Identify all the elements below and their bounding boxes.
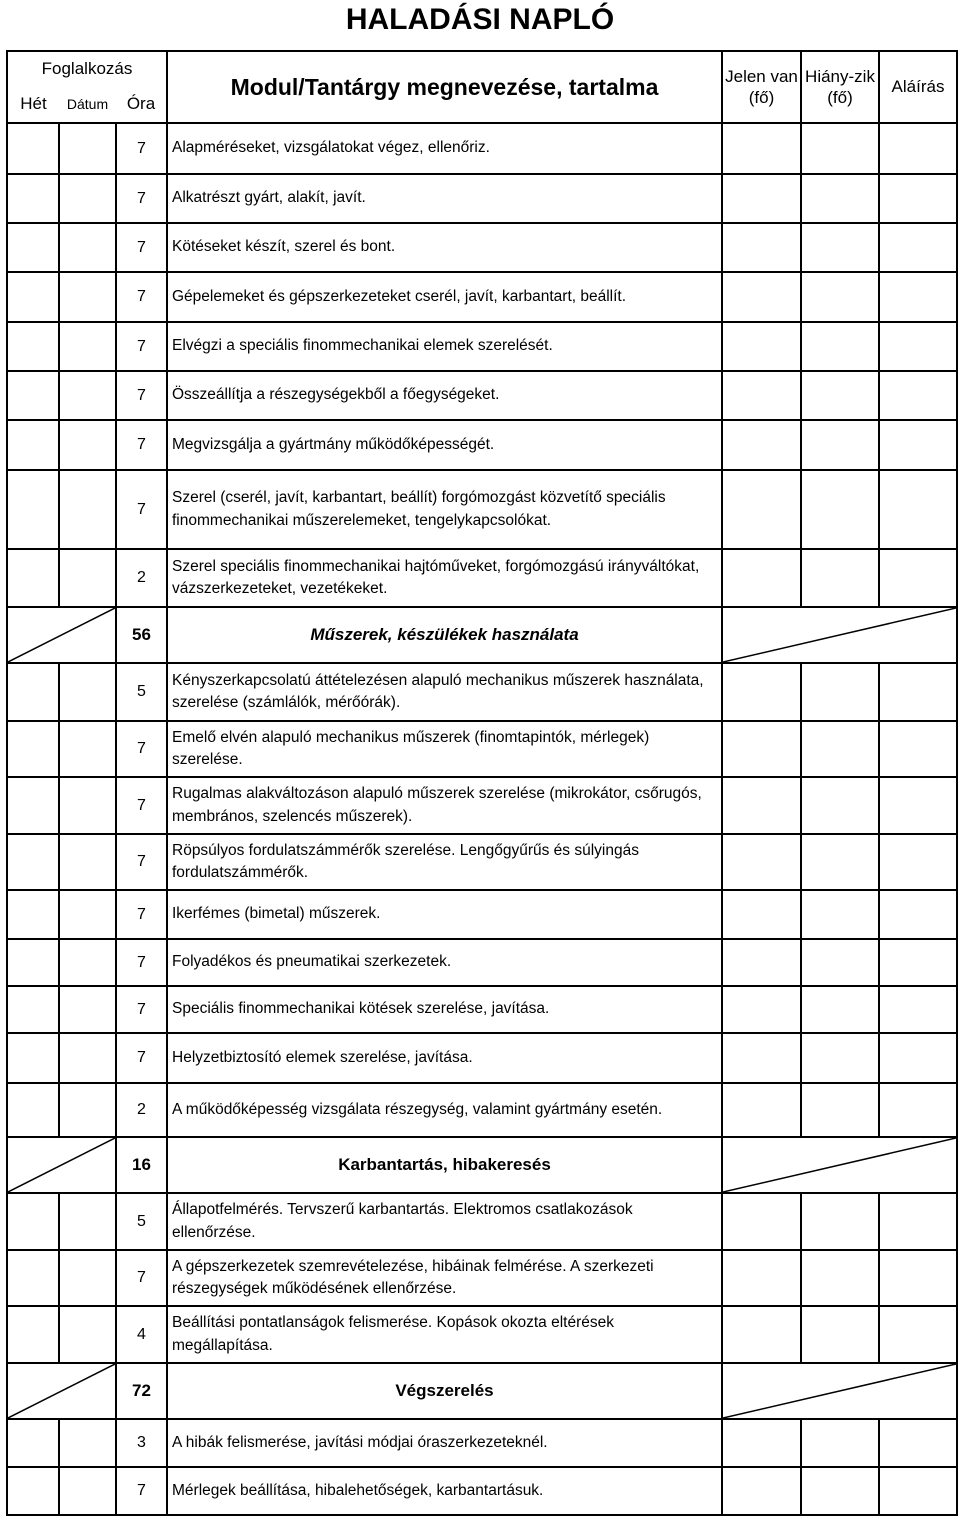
hours-cell: 7	[116, 470, 167, 549]
table-row	[7, 1419, 957, 1467]
het-cell	[7, 420, 59, 470]
section-row	[7, 1137, 957, 1193]
progress-log-table	[6, 50, 958, 1516]
content-cell: A működőképesség vizsgálata részegység, valamint gyártmány esetén.	[167, 1083, 722, 1137]
section-diagonal-left	[7, 1137, 116, 1193]
datum-cell	[59, 1250, 116, 1306]
table-row	[7, 272, 957, 322]
het-cell	[7, 1306, 59, 1363]
het-cell	[7, 663, 59, 721]
hours-cell: 7	[116, 721, 167, 777]
table-row	[7, 549, 957, 607]
alairas-cell	[879, 549, 957, 607]
datum-cell	[59, 1033, 116, 1083]
alairas-cell	[879, 939, 957, 986]
alairas-cell	[879, 322, 957, 371]
datum-cell	[59, 123, 116, 174]
section-row	[7, 1363, 957, 1419]
header-datum: Dátum	[59, 85, 116, 123]
hours-cell: 3	[116, 1419, 167, 1467]
alairas-cell	[879, 420, 957, 470]
hiany-cell	[801, 1419, 879, 1467]
hiany-cell	[801, 986, 879, 1033]
jelen-cell	[722, 272, 801, 322]
jelen-cell	[722, 663, 801, 721]
het-cell	[7, 549, 59, 607]
datum-cell	[59, 939, 116, 986]
jelen-cell	[722, 1193, 801, 1250]
hours-cell: 7	[116, 939, 167, 986]
datum-cell	[59, 1306, 116, 1363]
content-cell: A hibák felismerése, javítási módjai óraszerkezeteknél.	[167, 1419, 722, 1467]
header-jelen-line1: Jelen van	[725, 66, 798, 86]
content-cell: Alapméréseket, vizsgálatokat végez, ellenőriz.	[167, 123, 722, 174]
alairas-cell	[879, 223, 957, 272]
table-row	[7, 777, 957, 834]
datum-cell	[59, 223, 116, 272]
alairas-cell	[879, 1033, 957, 1083]
datum-cell	[59, 721, 116, 777]
alairas-cell	[879, 834, 957, 890]
hours-cell: 5	[116, 663, 167, 721]
hiany-cell	[801, 1467, 879, 1515]
datum-cell	[59, 663, 116, 721]
table-row	[7, 420, 957, 470]
content-cell: Szerel speciális finommechanikai hajtóműveket, forgómozgású irányváltókat, vázszerkezeteket, vezetékeket.	[167, 549, 722, 607]
het-cell	[7, 1467, 59, 1515]
section-hours: 72	[116, 1363, 167, 1419]
alairas-cell	[879, 663, 957, 721]
section-diagonal-right	[722, 1363, 957, 1419]
datum-cell	[59, 1467, 116, 1515]
hours-cell: 7	[116, 1467, 167, 1515]
datum-cell	[59, 834, 116, 890]
table-row	[7, 663, 957, 721]
content-cell: Állapotfelmérés. Tervszerű karbantartás. Elektromos csatlakozások ellenőrzése.	[167, 1193, 722, 1250]
section-diagonal-right	[722, 1137, 957, 1193]
jelen-cell	[722, 371, 801, 420]
het-cell	[7, 1250, 59, 1306]
alairas-cell	[879, 1419, 957, 1467]
hours-cell: 7	[116, 834, 167, 890]
datum-cell	[59, 322, 116, 371]
hiany-cell	[801, 939, 879, 986]
content-cell: Elvégzi a speciális finommechanikai elemek szerelését.	[167, 322, 722, 371]
het-cell	[7, 939, 59, 986]
section-diagonal-right	[722, 607, 957, 663]
table-row	[7, 986, 957, 1033]
section-title: Végszerelés	[167, 1363, 722, 1419]
content-cell: Ikerfémes (bimetal) műszerek.	[167, 890, 722, 939]
content-cell: Kényszerkapcsolatú áttételezésen alapuló mechanikus műszerek használata, szerelése (számlálók, mérőórák).	[167, 663, 722, 721]
content-cell: Rugalmas alakváltozáson alapuló műszerek szerelése (mikrokátor, csőrugós, membrános, szelencés műszerek).	[167, 777, 722, 834]
hiany-cell	[801, 1250, 879, 1306]
jelen-cell	[722, 834, 801, 890]
datum-cell	[59, 1193, 116, 1250]
het-cell	[7, 272, 59, 322]
hiany-cell	[801, 272, 879, 322]
jelen-cell	[722, 1306, 801, 1363]
hiany-cell	[801, 834, 879, 890]
jelen-cell	[722, 777, 801, 834]
alairas-cell	[879, 721, 957, 777]
hours-cell: 7	[116, 174, 167, 223]
header-hiany-line1: Hiány-zik	[805, 66, 875, 86]
header-hiany-line2: (fő)	[827, 88, 853, 107]
het-cell	[7, 322, 59, 371]
content-cell: Emelő elvén alapuló mechanikus műszerek (finomtapintók, mérlegek) szerelése.	[167, 721, 722, 777]
het-cell	[7, 890, 59, 939]
hours-cell: 7	[116, 272, 167, 322]
hours-cell: 7	[116, 1033, 167, 1083]
hours-cell: 5	[116, 1193, 167, 1250]
datum-cell	[59, 890, 116, 939]
jelen-cell	[722, 549, 801, 607]
hiany-cell	[801, 371, 879, 420]
jelen-cell	[722, 986, 801, 1033]
hiany-cell	[801, 123, 879, 174]
table-row	[7, 1467, 957, 1515]
jelen-cell	[722, 890, 801, 939]
content-cell: Helyzetbiztosító elemek szerelése, javítása.	[167, 1033, 722, 1083]
alairas-cell	[879, 123, 957, 174]
table-row	[7, 834, 957, 890]
het-cell	[7, 223, 59, 272]
table-row	[7, 1193, 957, 1250]
hiany-cell	[801, 1083, 879, 1137]
jelen-cell	[722, 470, 801, 549]
header-het: Hét	[7, 85, 59, 123]
het-cell	[7, 174, 59, 223]
datum-cell	[59, 777, 116, 834]
content-cell: Speciális finommechanikai kötések szerelése, javítása.	[167, 986, 722, 1033]
header-row	[7, 51, 957, 85]
alairas-cell	[879, 890, 957, 939]
hours-cell: 7	[116, 986, 167, 1033]
table-row	[7, 1033, 957, 1083]
jelen-cell	[722, 322, 801, 371]
table-row	[7, 371, 957, 420]
hours-cell: 7	[116, 890, 167, 939]
jelen-cell	[722, 1033, 801, 1083]
hours-cell: 7	[116, 123, 167, 174]
hours-cell: 2	[116, 1083, 167, 1137]
datum-cell	[59, 371, 116, 420]
table-row	[7, 174, 957, 223]
alairas-cell	[879, 1083, 957, 1137]
hours-cell: 7	[116, 420, 167, 470]
section-title: Műszerek, készülékek használata	[167, 607, 722, 663]
content-cell: Beállítási pontatlanságok felismerése. Kopások okozta eltérések megállapítása.	[167, 1306, 722, 1363]
hiany-cell	[801, 1306, 879, 1363]
datum-cell	[59, 420, 116, 470]
content-cell: Gépelemeket és gépszerkezeteket cserél, javít, karbantart, beállít.	[167, 272, 722, 322]
content-cell: Alkatrészt gyárt, alakít, javít.	[167, 174, 722, 223]
jelen-cell	[722, 1083, 801, 1137]
hiany-cell	[801, 777, 879, 834]
hiany-cell	[801, 663, 879, 721]
hours-cell: 2	[116, 549, 167, 607]
jelen-cell	[722, 223, 801, 272]
content-cell: Szerel (cserél, javít, karbantart, beállít) forgómozgást közvetítő speciális finommechanikai műszerelemeket, tengelykapcsolókat.	[167, 470, 722, 549]
hiany-cell	[801, 174, 879, 223]
hours-cell: 7	[116, 322, 167, 371]
table-row	[7, 939, 957, 986]
het-cell	[7, 1083, 59, 1137]
hiany-cell	[801, 721, 879, 777]
content-cell: Folyadékos és pneumatikai szerkezetek.	[167, 939, 722, 986]
page-title: HALADÁSI NAPLÓ	[345, 3, 615, 36]
datum-cell	[59, 549, 116, 607]
table-row	[7, 890, 957, 939]
content-cell: Mérlegek beállítása, hibalehetőségek, karbantartásuk.	[167, 1467, 722, 1515]
table-row	[7, 1083, 957, 1137]
hours-cell: 7	[116, 777, 167, 834]
header-alairas: Aláírás	[879, 51, 957, 123]
content-cell: Kötéseket készít, szerel és bont.	[167, 223, 722, 272]
datum-cell	[59, 470, 116, 549]
alairas-cell	[879, 1193, 957, 1250]
jelen-cell	[722, 174, 801, 223]
alairas-cell	[879, 1467, 957, 1515]
table-row	[7, 123, 957, 174]
het-cell	[7, 470, 59, 549]
jelen-cell	[722, 939, 801, 986]
section-title: Karbantartás, hibakeresés	[167, 1137, 722, 1193]
table-row	[7, 1250, 957, 1306]
het-cell	[7, 777, 59, 834]
datum-cell	[59, 174, 116, 223]
hours-cell: 7	[116, 371, 167, 420]
alairas-cell	[879, 174, 957, 223]
table-row	[7, 223, 957, 272]
jelen-cell	[722, 1419, 801, 1467]
alairas-cell	[879, 777, 957, 834]
hiany-cell	[801, 223, 879, 272]
het-cell	[7, 1419, 59, 1467]
section-hours: 16	[116, 1137, 167, 1193]
jelen-cell	[722, 123, 801, 174]
datum-cell	[59, 986, 116, 1033]
het-cell	[7, 371, 59, 420]
hiany-cell	[801, 890, 879, 939]
section-diagonal-left	[7, 1363, 116, 1419]
het-cell	[7, 1193, 59, 1250]
content-cell: A gépszerkezetek szemrevételezése, hibáinak felmérése. A szerkezeti részegységek működésének ellenőrzése.	[167, 1250, 722, 1306]
hiany-cell	[801, 1193, 879, 1250]
header-modul: Modul/Tantárgy megnevezése, tartalma	[167, 51, 722, 123]
jelen-cell	[722, 420, 801, 470]
het-cell	[7, 721, 59, 777]
hiany-cell	[801, 322, 879, 371]
alairas-cell	[879, 1306, 957, 1363]
content-cell: Röpsúlyos fordulatszámmérők szerelése. Lengőgyűrűs és súlyingás fordulatszámmérők.	[167, 834, 722, 890]
alairas-cell	[879, 371, 957, 420]
hiany-cell	[801, 1033, 879, 1083]
hiany-cell	[801, 549, 879, 607]
table-row	[7, 470, 957, 549]
alairas-cell	[879, 986, 957, 1033]
header-hianyzik	[801, 51, 879, 123]
hiany-cell	[801, 470, 879, 549]
header-jelen-van	[722, 51, 801, 123]
section-row	[7, 607, 957, 663]
datum-cell	[59, 1083, 116, 1137]
jelen-cell	[722, 721, 801, 777]
hours-cell: 7	[116, 1250, 167, 1306]
datum-cell	[59, 272, 116, 322]
content-cell: Összeállítja a részegységekből a főegységeket.	[167, 371, 722, 420]
header-foglalkozas: Foglalkozás	[7, 51, 167, 85]
content-cell: Megvizsgálja a gyártmány működőképességét.	[167, 420, 722, 470]
section-diagonal-left	[7, 607, 116, 663]
het-cell	[7, 834, 59, 890]
alairas-cell	[879, 1250, 957, 1306]
jelen-cell	[722, 1467, 801, 1515]
table-row	[7, 322, 957, 371]
jelen-cell	[722, 1250, 801, 1306]
alairas-cell	[879, 470, 957, 549]
header-ora: Óra	[116, 85, 167, 123]
het-cell	[7, 1033, 59, 1083]
het-cell	[7, 123, 59, 174]
alairas-cell	[879, 272, 957, 322]
section-hours: 56	[116, 607, 167, 663]
het-cell	[7, 986, 59, 1033]
hiany-cell	[801, 420, 879, 470]
hours-cell: 7	[116, 223, 167, 272]
datum-cell	[59, 1419, 116, 1467]
table-row	[7, 721, 957, 777]
header-jelen-line2: (fő)	[748, 88, 775, 107]
table-row	[7, 1306, 957, 1363]
hours-cell: 4	[116, 1306, 167, 1363]
